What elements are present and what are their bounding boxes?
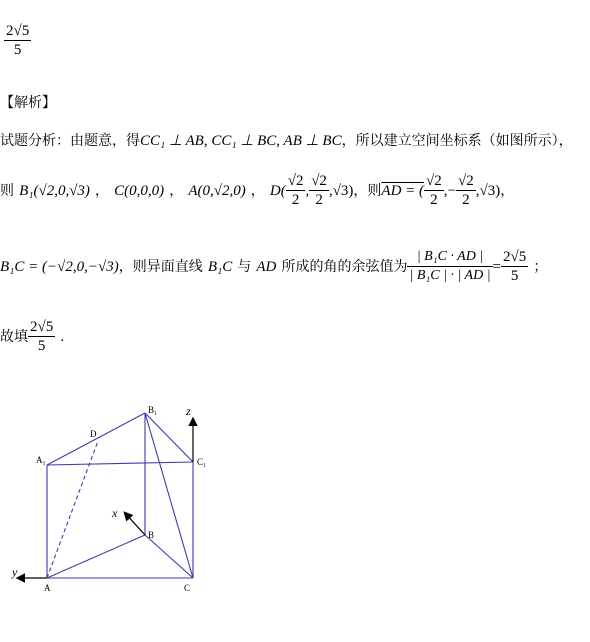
vector-b1c: B₁C = (−√2,0,−√3)	[0, 259, 119, 275]
answer-denominator: 5	[13, 42, 22, 58]
label-d: D	[90, 429, 97, 439]
line1-suffix: ，所以建立空间坐标系（如图所示），	[341, 133, 573, 149]
d-frac2-den: 2	[315, 192, 323, 208]
coord-c: C(0,0,0)	[114, 183, 165, 199]
line4-frac-den: 5	[37, 338, 46, 354]
coord-a: A(0,√2,0)	[188, 183, 246, 199]
label-c1: C₁	[197, 457, 207, 467]
line-ad: AD	[256, 259, 277, 275]
line1-math: CC₁ ⊥ AB, CC₁ ⊥ BC, AB ⊥ BC	[140, 133, 342, 149]
line-b1c: B₁C	[207, 259, 233, 275]
ad-frac1-den: 2	[430, 192, 438, 208]
d-frac1-num: √2	[287, 173, 304, 189]
result-num: 2√5	[503, 249, 527, 265]
line3-end: ；	[533, 259, 548, 275]
line2-prefix: 则	[0, 183, 14, 199]
coord-d-label: D(	[269, 183, 286, 199]
label-z: z	[186, 404, 191, 418]
label-b: B	[148, 530, 155, 540]
prism-figure	[0, 395, 240, 605]
coord-b1: B₁(√2,0,√3)	[19, 183, 90, 199]
analysis-line-4	[0, 318, 64, 355]
line2-then: ，则	[353, 183, 382, 199]
analysis-line-2: 则 B₁(√2,0,√3) ， C(0,0,0) ， A(0,√2,0) ， D( $\frac{√2}{2}$ , $\frac{√2}{2}$ ,√3)，则AD = ( $\frac{√2}{2}$ ,− $\frac{√2}{2}$ ,√3)，	[0, 173, 515, 208]
answer-numerator: 2√5	[6, 23, 30, 39]
ad-frac2-num: √2	[458, 173, 474, 189]
label-b1: B₁	[148, 405, 158, 415]
line3-text1: ，则异面直线	[118, 259, 203, 275]
ad-frac2-den: 2	[462, 192, 470, 208]
ad-frac1-num: √2	[426, 173, 442, 189]
label-y: y	[12, 565, 18, 579]
line4-frac-num: 2√5	[30, 319, 54, 335]
x-axis	[125, 513, 145, 535]
label-c: C	[184, 583, 191, 593]
section-heading: 【解析】	[0, 95, 56, 111]
label-x: x	[112, 506, 118, 520]
label-a: A	[44, 583, 51, 593]
label-a1: A₁	[36, 455, 46, 465]
edge-b-c	[145, 535, 193, 578]
line4-end: .	[60, 329, 65, 345]
cos-frac-den: | B₁C | · | AD |	[409, 268, 491, 283]
line3-eq: =	[492, 259, 502, 275]
ad-mid: ,−	[443, 183, 456, 199]
cos-frac-num: | B₁C · AD |	[407, 248, 492, 267]
line2-end: ，	[500, 183, 515, 199]
line1-prefix: 试题分析：由题意，得	[0, 133, 140, 149]
d-frac1-den: 2	[291, 192, 300, 208]
analysis-line-1	[0, 130, 573, 150]
edge-a1-b1	[47, 413, 145, 465]
d-frac2-num: √2	[311, 173, 327, 189]
ad-tail: ,√3)	[475, 183, 501, 199]
analysis-line-3	[0, 248, 547, 285]
d-tail: ,√3)	[328, 183, 354, 199]
vector-ad-label: AD = (	[381, 183, 425, 199]
line3-text2: 所成的角的余弦值为	[281, 259, 408, 275]
edge-a1-c1	[47, 462, 193, 465]
result-den: 5	[510, 268, 519, 284]
answer-fraction	[4, 22, 31, 59]
line3-with: 与	[237, 259, 252, 275]
line4-prefix: 故填	[0, 329, 28, 345]
edge-a-b	[47, 535, 145, 578]
